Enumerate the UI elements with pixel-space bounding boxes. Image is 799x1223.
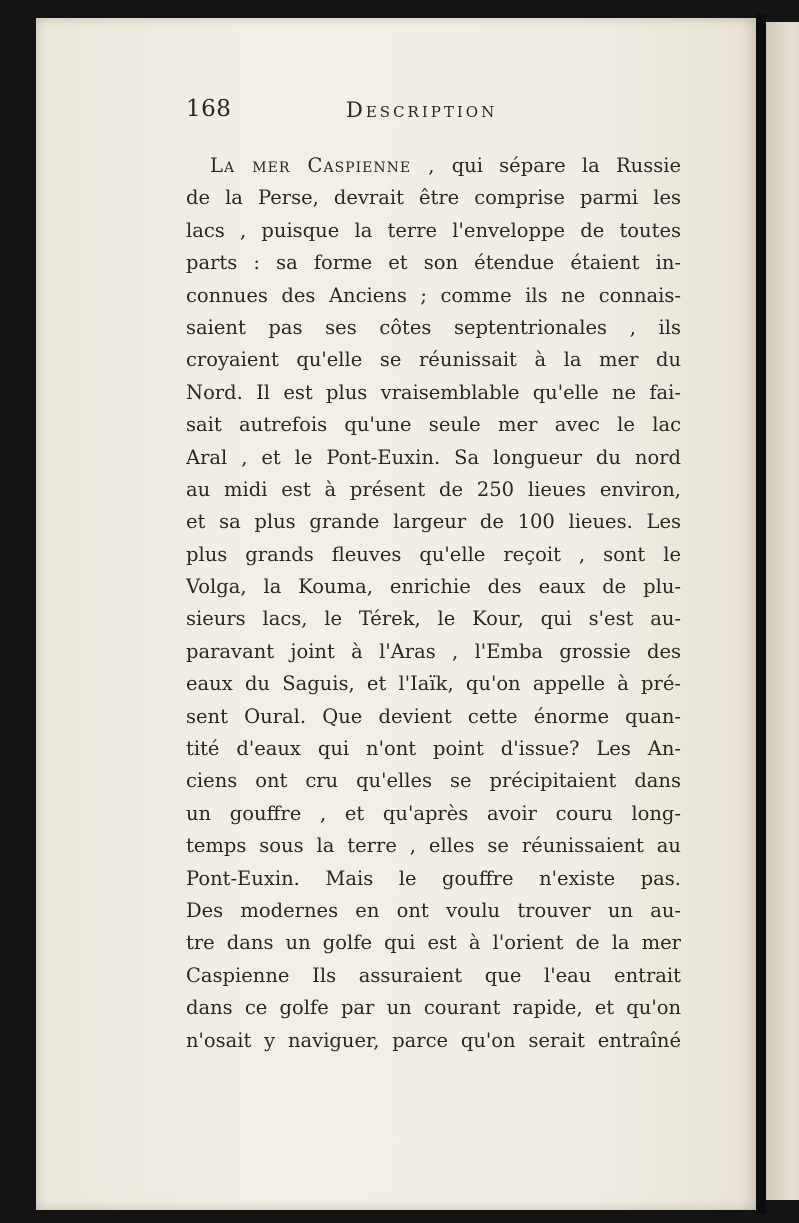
text-line: eaux du Saguis, et l'Iaïk, qu'on appelle à pré- [186, 672, 681, 696]
page-header [186, 96, 686, 132]
text-line: sait autrefois qu'une seule mer avec le lac [186, 413, 681, 437]
text-line: Nord. Il est plus vraisemblable qu'elle ne fai- [186, 380, 681, 404]
text-line: temps sous la terre , elles se réunissaient au [186, 834, 681, 858]
text-line: Des modernes en ont voulu trouver un au- [186, 898, 681, 922]
text-line: dans ce golfe par un courant rapide, et qu'on [186, 996, 681, 1020]
text-line: lacs , puisque la terre l'enveloppe de toutes [186, 218, 681, 242]
page-number: 168 [186, 96, 232, 122]
text-line: Volga, la Kouma, enrichie des eaux de plu- [186, 575, 681, 599]
body-text [186, 150, 681, 1057]
text-line: un gouffre , et qu'après avoir couru long- [186, 801, 681, 825]
text-line: connues des Anciens ; comme ils ne connais- [186, 283, 681, 307]
text-line: tre dans un golfe qui est à l'orient de la mer [186, 931, 681, 955]
running-head: Description [346, 98, 498, 122]
text-line: Aral , et le Pont-Euxin. Sa longueur du nord [186, 445, 681, 469]
text-line: Caspienne Ils assuraient que l'eau entrait [186, 963, 681, 987]
text-line: ciens ont cru qu'elles se précipitaient dans [186, 769, 681, 793]
text-line: et sa plus grande largeur de 100 lieues. Les [186, 510, 681, 534]
facing-page-edge [766, 22, 799, 1200]
lead-in: La mer Caspienne , [210, 154, 436, 177]
text-line: plus grands fleuves qu'elle reçoit , sont le [186, 542, 681, 566]
text-line: La mer Caspienne , qui sépare la Russie [210, 154, 681, 177]
text-line: croyaient qu'elle se réunissait à la mer du [186, 348, 681, 372]
text-line: n'osait y naviguer, parce qu'on serait entraîné [186, 1028, 681, 1052]
text-line: paravant joint à l'Aras , l'Emba grossie des [186, 639, 681, 663]
text-line: tité d'eaux qui n'ont point d'issue? Les An- [186, 737, 681, 761]
text-line: saient pas ses côtes septentrionales , ils [186, 315, 681, 339]
text-line: sieurs lacs, le Térek, le Kour, qui s'est au- [186, 607, 681, 631]
book-gutter [756, 14, 766, 1214]
text-line: de la Perse, devrait être comprise parmi les [186, 186, 681, 210]
text-line: Pont-Euxin. Mais le gouffre n'existe pas. [186, 866, 681, 890]
text-line: sent Oural. Que devient cette énorme quan- [186, 704, 681, 728]
text-line: parts : sa forme et son étendue étaient in- [186, 251, 681, 275]
text-line: au midi est à présent de 250 lieues environ, [186, 477, 681, 501]
